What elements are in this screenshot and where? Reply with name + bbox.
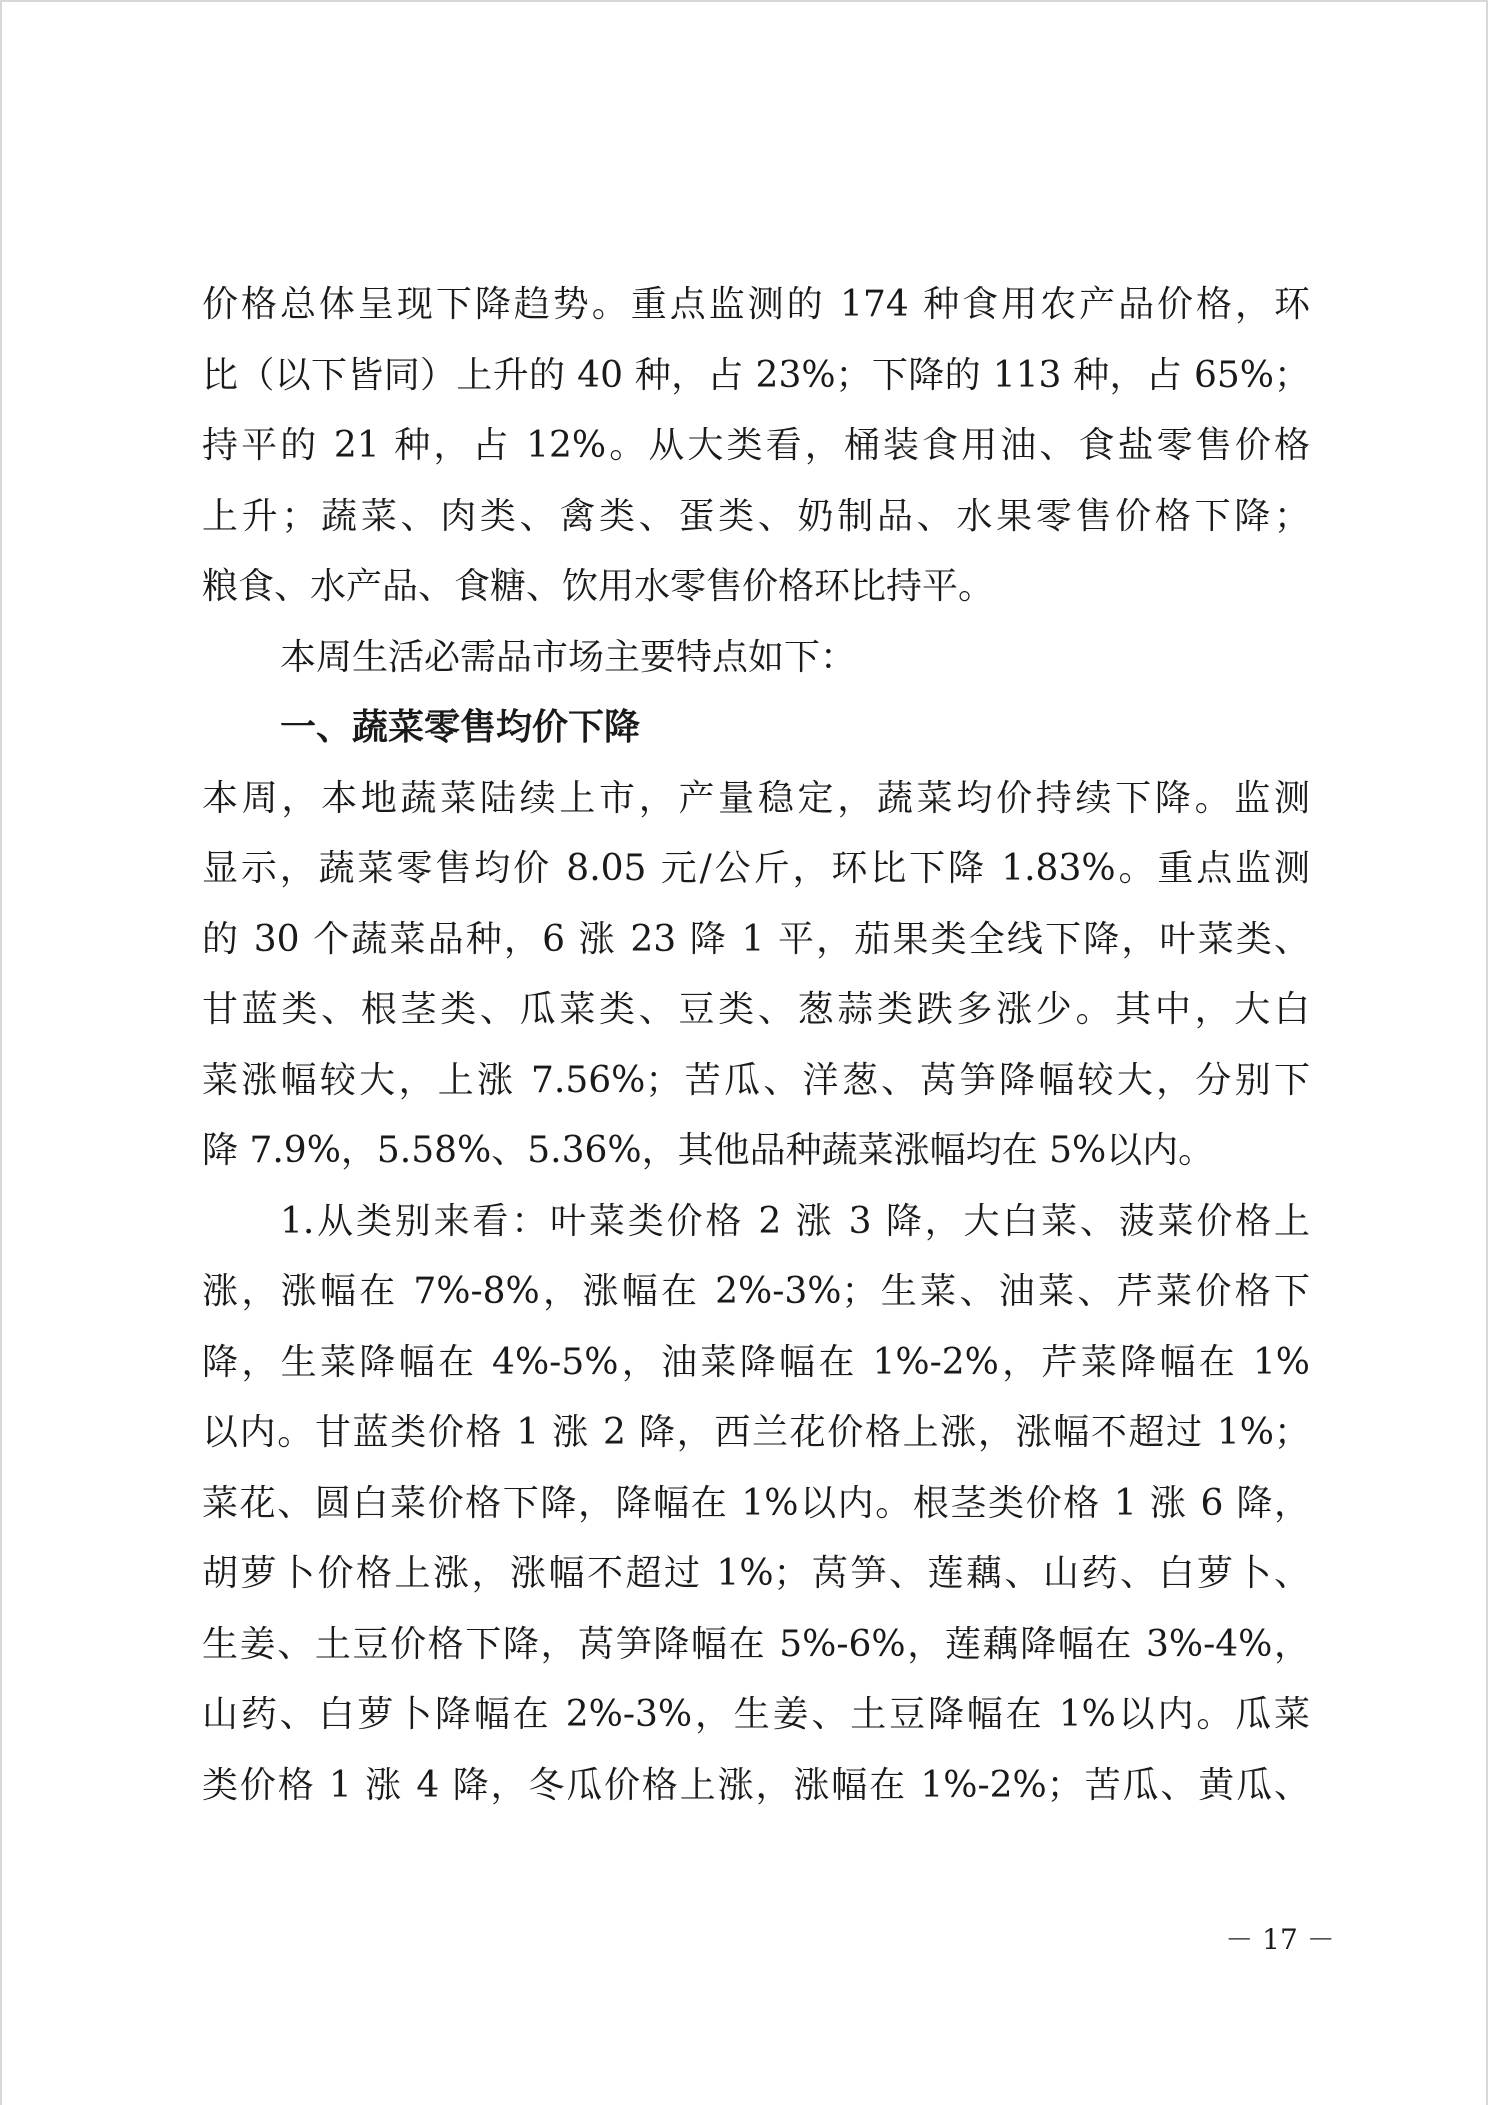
text-line: 粮食、水产品、食糖、饮用水零售价格环比持平。 xyxy=(202,566,995,607)
page-number: － 17 － xyxy=(1225,1923,1335,1956)
text-line: 胡萝卜价格上涨，涨幅不超过 1%；莴笋、莲藕、山药、白萝卜、 xyxy=(202,1553,1310,1594)
page-border-left xyxy=(0,0,2,2105)
text-line: 本周，本地蔬菜陆续上市，产量稳定，蔬菜均价持续下降。监测 xyxy=(202,777,1310,819)
text-line: 菜花、圆白菜价格下降，降幅在 1%以内。根茎类价格 1 涨 6 降， xyxy=(202,1482,1310,1524)
body-text xyxy=(202,270,1310,1821)
text-line: 山药、白萝卜降幅在 2%-3%，生姜、土豆降幅在 1%以内。瓜菜 xyxy=(202,1694,1310,1735)
section-heading: 一、蔬菜零售均价下降 xyxy=(280,707,641,748)
text-line: 显示，蔬菜零售均价 8.05 元/公斤，环比下降 1.83%。重点监测 xyxy=(202,848,1310,889)
text-line: 降，生菜降幅在 4%-5%，油菜降幅在 1%-2%，芹菜降幅在 1% xyxy=(202,1341,1310,1383)
text-line: 价格总体呈现下降趋势。重点监测的 174 种食用农产品价格，环 xyxy=(202,284,1310,325)
text-line: 生姜、土豆价格下降，莴笋降幅在 5%-6%，莲藕降幅在 3%-4%， xyxy=(202,1623,1310,1665)
text-line: 1.从类别来看：叶菜类价格 2 涨 3 降，大白菜、菠菜价格上 xyxy=(280,1200,1310,1242)
text-line: 本周生活必需品市场主要特点如下： xyxy=(280,636,857,678)
text-line: 比（以下皆同）上升的 40 种，占 23%；下降的 113 种，占 65%； xyxy=(202,354,1310,396)
text-line: 甘蓝类、根茎类、瓜菜类、豆类、葱蒜类跌多涨少。其中，大白 xyxy=(202,989,1310,1030)
text-line: 降 7.9%，5.58%、5.36%，其他品种蔬菜涨幅均在 5%以内。 xyxy=(202,1130,1215,1171)
text-line: 菜涨幅较大，上涨 7.56%；苦瓜、洋葱、莴笋降幅较大，分别下 xyxy=(202,1059,1310,1101)
page-border-top xyxy=(0,0,1488,2)
text-line: 涨，涨幅在 7%-8%，涨幅在 2%-3%；生菜、油菜、芹菜价格下 xyxy=(202,1271,1310,1312)
text-line: 上升；蔬菜、肉类、禽类、蛋类、奶制品、水果零售价格下降； xyxy=(202,495,1310,537)
text-line: 类价格 1 涨 4 降，冬瓜价格上涨，涨幅在 1%-2%；苦瓜、黄瓜、 xyxy=(202,1764,1310,1806)
text-line: 的 30 个蔬菜品种，6 涨 23 降 1 平，茄果类全线下降，叶菜类、 xyxy=(202,918,1310,960)
text-line: 以内。甘蓝类价格 1 涨 2 降，西兰花价格上涨，涨幅不超过 1%； xyxy=(202,1412,1310,1453)
text-line: 持平的 21 种，占 12%。从大类看，桶装食用油、食盐零售价格 xyxy=(202,425,1310,466)
